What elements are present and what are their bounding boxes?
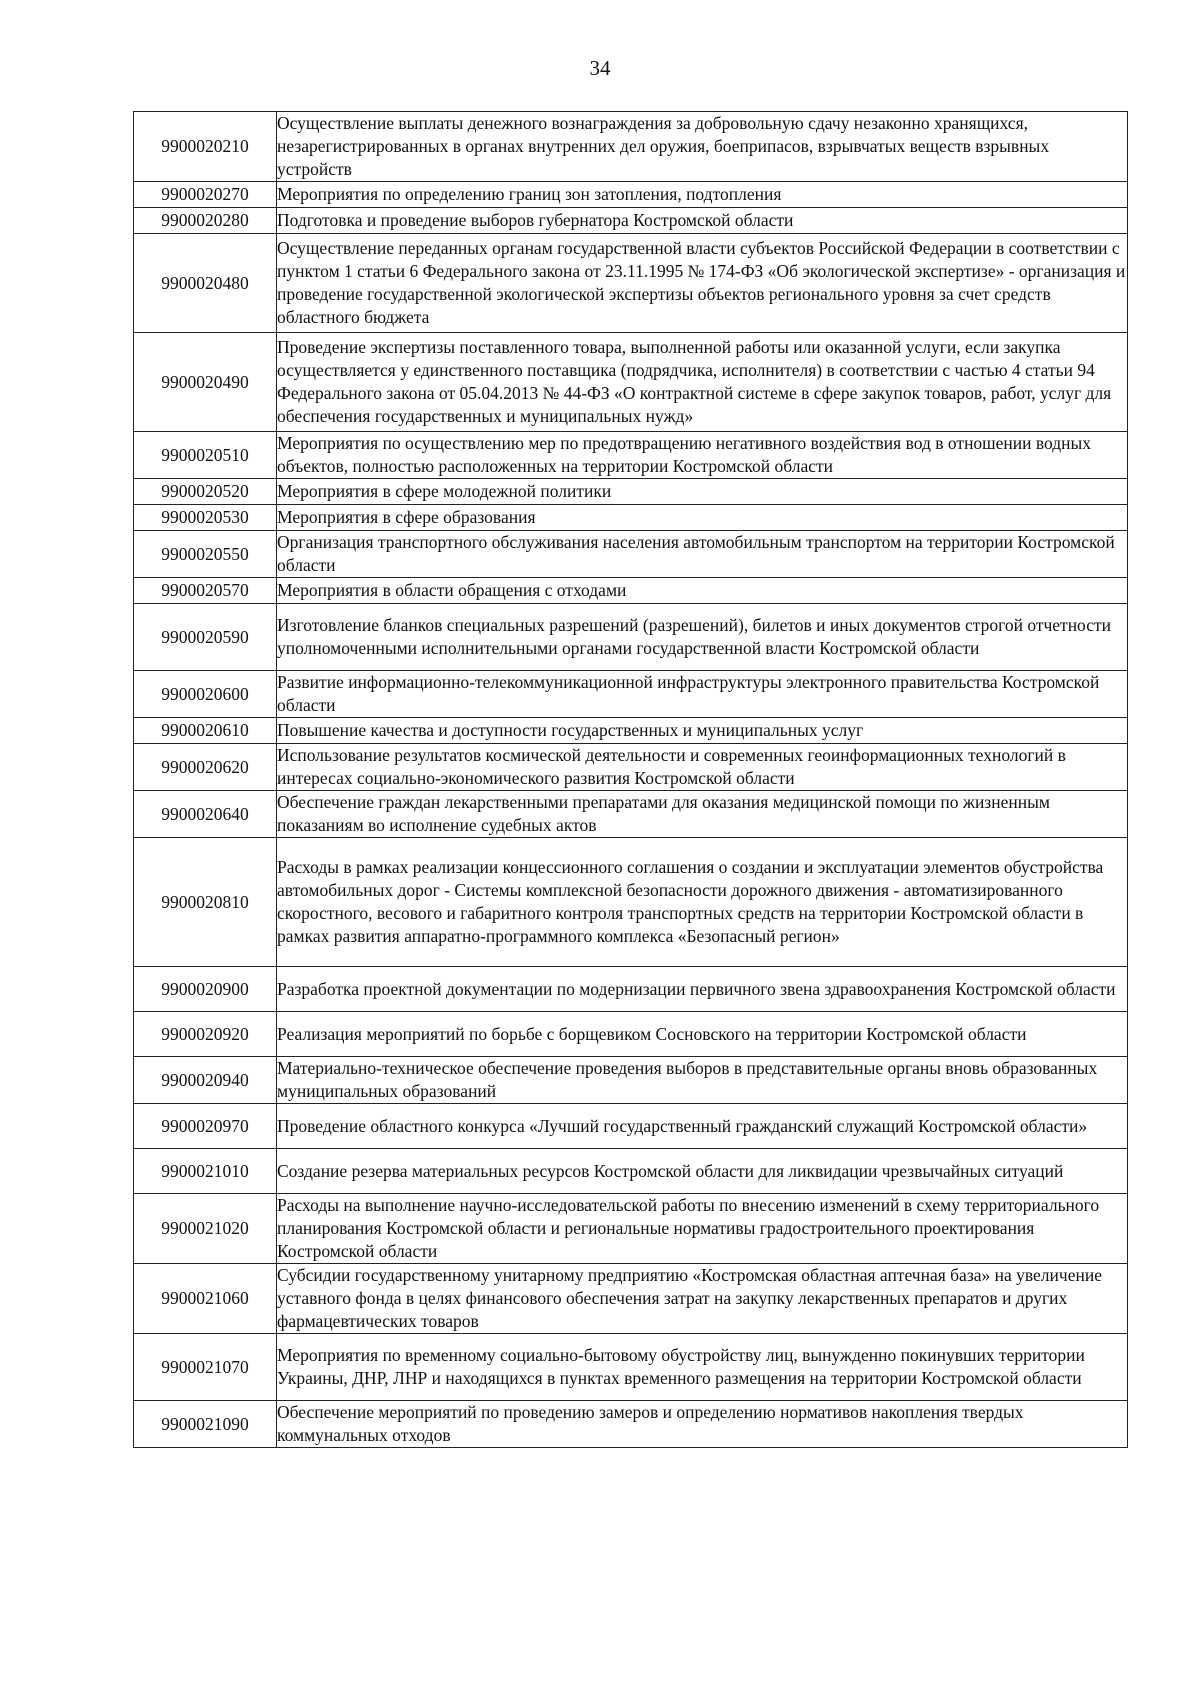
description-cell: Расходы на выполнение научно-исследовательской работы по внесению изменений в схему территориального планирования Костромской области и региональные нормативы градостроительного проектирования Костромской области [277, 1194, 1128, 1264]
table-row [134, 1264, 1128, 1334]
code-cell: 9900020920 [134, 1012, 277, 1057]
description-cell: Мероприятия по определению границ зон затопления, подтопления [277, 182, 1128, 208]
description-cell: Обеспечение мероприятий по проведению замеров и определению нормативов накопления твердых коммунальных отходов [277, 1401, 1128, 1448]
code-cell: 9900021090 [134, 1401, 277, 1448]
description-cell: Материально-техническое обеспечение проведения выборов в представительные органы вновь образованных муниципальных образований [277, 1057, 1128, 1104]
table-row [134, 967, 1128, 1012]
description-cell: Осуществление переданных органам государственной власти субъектов Российской Федерации в соответствии с пунктом 1 статьи 6 Федерального закона от 23.11.1995 № 174-ФЗ «Об экологической экспертизе» - организация и проведение государственной экологической экспертизы объектов регионального уровня за счет средств областного бюджета [277, 234, 1128, 333]
table-row [134, 718, 1128, 744]
table-row [134, 744, 1128, 791]
code-cell: 9900020640 [134, 791, 277, 838]
table-row [134, 432, 1128, 479]
code-cell: 9900020510 [134, 432, 277, 479]
description-cell: Изготовление бланков специальных разрешений (разрешений), билетов и иных документов строгой отчетности уполномоченными исполнительными органами государственной власти Костромской области [277, 604, 1128, 671]
code-cell: 9900020900 [134, 967, 277, 1012]
description-cell: Осуществление выплаты денежного вознаграждения за добровольную сдачу незаконно хранящихся, незарегистрированных в органах внутренних дел оружия, боеприпасов, взрывчатых веществ взрывных устройств [277, 112, 1128, 182]
table-row [134, 1057, 1128, 1104]
code-cell: 9900020280 [134, 208, 277, 234]
table-row [134, 1334, 1128, 1401]
description-cell: Расходы в рамках реализации концессионного соглашения о создании и эксплуатации элементов обустройства автомобильных дорог - Системы комплексной безопасности дорожного движения - автоматизированного скоростного, весового и габаритного контроля транспортных средств на территории Костромской области в рамках развития аппаратно-программного комплекса «Безопасный регион» [277, 838, 1128, 967]
code-cell: 9900020940 [134, 1057, 277, 1104]
code-cell: 9900020590 [134, 604, 277, 671]
table-row [134, 531, 1128, 578]
code-cell: 9900021070 [134, 1334, 277, 1401]
code-cell: 9900020210 [134, 112, 277, 182]
code-cell: 9900020600 [134, 671, 277, 718]
code-cell: 9900020550 [134, 531, 277, 578]
description-cell: Мероприятия по временному социально-бытовому обустройству лиц, вынужденно покинувших территории Украины, ДНР, ЛНР и находящихся в пунктах временного размещения на территории Костромской области [277, 1334, 1128, 1401]
description-cell: Проведение экспертизы поставленного товара, выполненной работы или оказанной услуги, если закупка осуществляется у единственного поставщика (подрядчика, исполнителя) в соответствии с частью 4 статьи 94 Федерального закона от 05.04.2013 № 44-ФЗ «О контрактной системе в сфере закупок товаров, работ, услуг для обеспечения государственных и муниципальных нужд» [277, 333, 1128, 432]
code-cell: 9900021020 [134, 1194, 277, 1264]
table-row [134, 505, 1128, 531]
table-row [134, 182, 1128, 208]
description-cell: Повышение качества и доступности государственных и муниципальных услуг [277, 718, 1128, 744]
code-cell: 9900021060 [134, 1264, 277, 1334]
table-row [134, 1149, 1128, 1194]
code-cell: 9900020970 [134, 1104, 277, 1149]
code-cell: 9900020520 [134, 479, 277, 505]
table-row [134, 838, 1128, 967]
code-cell: 9900020490 [134, 333, 277, 432]
table-row [134, 234, 1128, 333]
description-cell: Развитие информационно-телекоммуникационной инфраструктуры электронного правительства Костромской области [277, 671, 1128, 718]
description-cell: Использование результатов космической деятельности и современных геоинформационных технологий в интересах социально-экономического развития Костромской области [277, 744, 1128, 791]
description-cell: Разработка проектной документации по модернизации первичного звена здравоохранения Костромской области [277, 967, 1128, 1012]
description-cell: Организация транспортного обслуживания населения автомобильным транспортом на территории Костромской области [277, 531, 1128, 578]
code-cell: 9900020530 [134, 505, 277, 531]
description-cell: Обеспечение граждан лекарственными препаратами для оказания медицинской помощи по жизненным показаниям во исполнение судебных актов [277, 791, 1128, 838]
description-cell: Реализация мероприятий по борьбе с борщевиком Сосновского на территории Костромской области [277, 1012, 1128, 1057]
description-cell: Создание резерва материальных ресурсов Костромской области для ликвидации чрезвычайных ситуаций [277, 1149, 1128, 1194]
table-row [134, 333, 1128, 432]
table-row [134, 1194, 1128, 1264]
page-number: 34 [589, 56, 611, 80]
description-cell: Мероприятия по осуществлению мер по предотвращению негативного воздействия вод в отношении водных объектов, полностью расположенных на территории Костромской области [277, 432, 1128, 479]
code-cell: 9900020610 [134, 718, 277, 744]
description-cell: Мероприятия в сфере молодежной политики [277, 479, 1128, 505]
table-row [134, 671, 1128, 718]
code-cell: 9900020480 [134, 234, 277, 333]
code-cell: 9900021010 [134, 1149, 277, 1194]
table-row [134, 208, 1128, 234]
description-cell: Мероприятия в сфере образования [277, 505, 1128, 531]
description-cell: Подготовка и проведение выборов губернатора Костромской области [277, 208, 1128, 234]
table-row [134, 112, 1128, 182]
table-row [134, 1401, 1128, 1448]
table-row [134, 1012, 1128, 1057]
table-row [134, 479, 1128, 505]
budget-code-table [133, 111, 1128, 1448]
description-cell: Проведение областного конкурса «Лучший государственный гражданский служащий Костромской области» [277, 1104, 1128, 1149]
table-row [134, 604, 1128, 671]
description-cell: Мероприятия в области обращения с отходами [277, 578, 1128, 604]
table-row [134, 1104, 1128, 1149]
table-row [134, 791, 1128, 838]
code-cell: 9900020570 [134, 578, 277, 604]
code-cell: 9900020810 [134, 838, 277, 967]
code-cell: 9900020620 [134, 744, 277, 791]
code-cell: 9900020270 [134, 182, 277, 208]
description-cell: Субсидии государственному унитарному предприятию «Костромская областная аптечная база» на увеличение уставного фонда в целях финансового обеспечения затрат на закупку лекарственных препаратов и других фармацевтических товаров [277, 1264, 1128, 1334]
table-row [134, 578, 1128, 604]
